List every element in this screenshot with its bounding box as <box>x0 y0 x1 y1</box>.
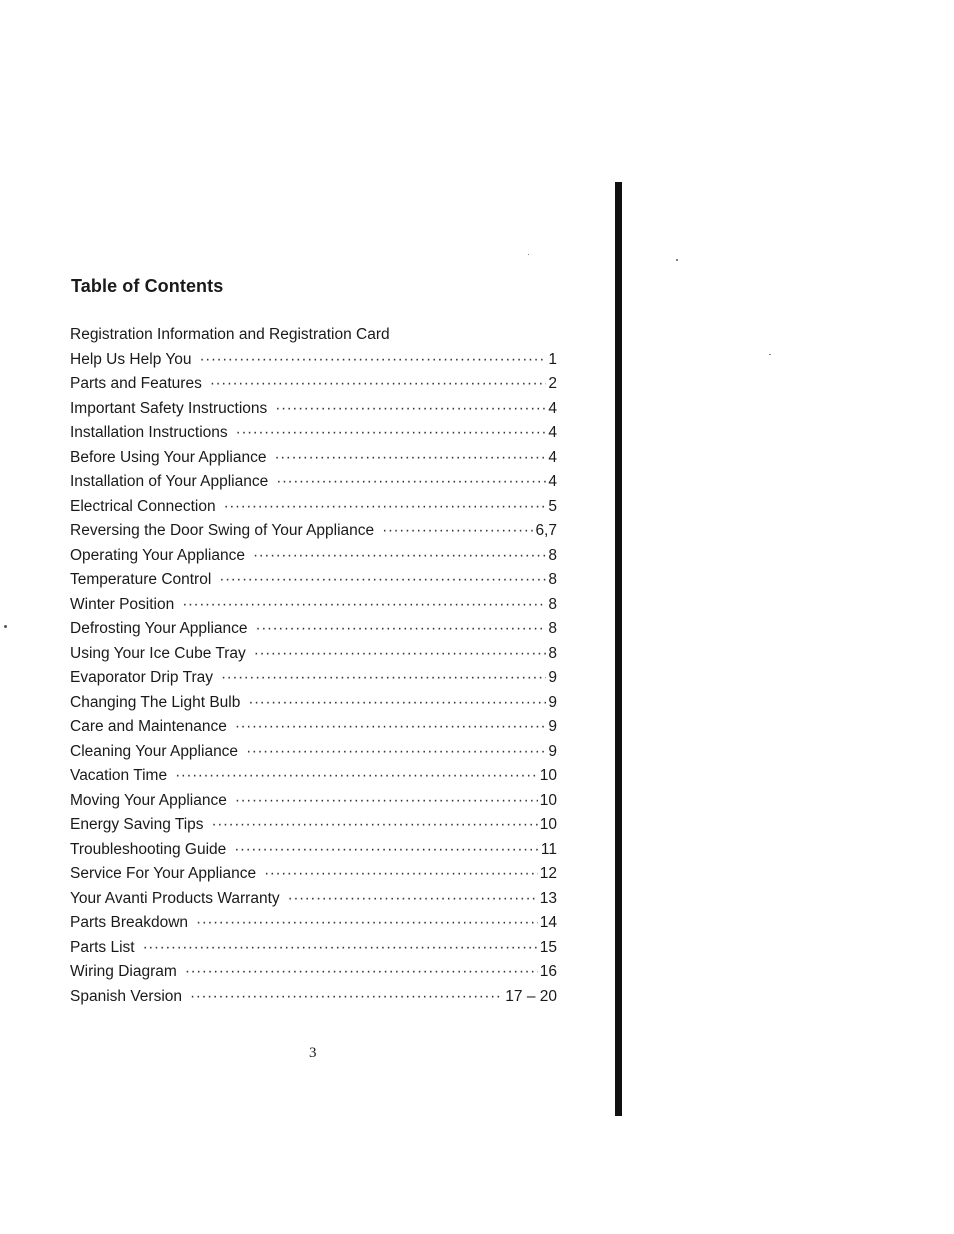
toc-entry <box>70 326 557 351</box>
dot-leader <box>221 669 546 687</box>
toc-entry-page: 9 <box>548 693 557 711</box>
dot-leader <box>288 890 538 908</box>
toc-entry <box>70 449 557 474</box>
page-title: Table of Contents <box>71 276 224 296</box>
toc-entry <box>70 988 557 1013</box>
toc-entry-label: Winter Position <box>70 595 175 613</box>
toc-entry <box>70 939 557 964</box>
toc-entry-label: Parts List <box>70 938 135 956</box>
toc-entry-page: 2 <box>548 375 557 392</box>
toc-entry <box>70 400 557 425</box>
toc-entry <box>70 424 557 449</box>
toc-entry-label: Help Us Help You <box>70 350 192 368</box>
toc-entry-label: Moving Your Appliance <box>70 791 227 809</box>
toc-entry-page: 8 <box>548 644 557 662</box>
toc-entry <box>70 841 557 866</box>
toc-entry <box>70 865 557 890</box>
toc-entry-label: Changing The Light Bulb <box>70 693 241 711</box>
page-number: 3 <box>309 1045 317 1061</box>
toc-entry-page: 4 <box>548 399 557 417</box>
dot-leader <box>212 816 538 834</box>
toc-entry-label: Energy Saving Tips <box>70 816 204 833</box>
toc-entry <box>70 547 557 572</box>
dot-leader <box>185 963 538 981</box>
toc-entry-label: Vacation Time <box>70 767 168 784</box>
dot-leader <box>276 473 546 491</box>
toc-entry-page: 13 <box>539 889 557 907</box>
dot-leader <box>175 767 538 785</box>
dot-leader <box>236 424 547 442</box>
toc-entry <box>70 522 557 547</box>
toc-entry <box>70 816 557 841</box>
toc-entry <box>70 645 557 670</box>
toc-entry <box>70 498 557 523</box>
scan-speck <box>769 354 771 355</box>
toc-entry-label: Before Using Your Appliance <box>70 448 267 466</box>
toc-entry-label: Important Safety Instructions <box>70 399 268 417</box>
toc-entry <box>70 694 557 719</box>
toc-entry-page: 8 <box>548 546 557 564</box>
toc-entry-page: 9 <box>548 669 557 686</box>
toc-entry-label: Reversing the Door Swing of Your Appliance <box>70 522 375 539</box>
dot-leader <box>224 498 547 516</box>
toc-entry-label: Installation Instructions <box>70 424 228 441</box>
toc-entry <box>70 963 557 988</box>
toc-entry-page: 8 <box>548 571 557 588</box>
toc-entry-label: Operating Your Appliance <box>70 546 245 564</box>
toc-entry-label: Troubleshooting Guide <box>70 840 227 858</box>
toc-entry <box>70 890 557 915</box>
binding-edge-bar <box>615 182 622 1116</box>
toc-entry-page: 4 <box>548 473 557 490</box>
toc-entry <box>70 351 557 376</box>
scan-speck <box>4 625 7 628</box>
toc-entry-page: 12 <box>539 865 557 882</box>
dot-leader <box>182 596 546 614</box>
dot-leader <box>275 400 546 418</box>
toc-entry <box>70 669 557 694</box>
dot-leader <box>210 375 547 393</box>
toc-entry-page: 9 <box>548 718 557 735</box>
toc-entry-label: Parts Breakdown <box>70 914 189 931</box>
toc-entry-page: 11 <box>540 840 557 858</box>
toc-entry-page: 17 – 20 <box>505 987 557 1005</box>
toc-entry-label: Defrosting Your Appliance <box>70 620 248 637</box>
toc-entry-page: 8 <box>548 595 557 613</box>
toc-entry-page: 10 <box>539 791 557 809</box>
toc-entry-page: 6,7 <box>535 522 557 539</box>
toc-entry-page: 15 <box>539 938 557 956</box>
dot-leader <box>253 547 546 565</box>
scan-speck <box>528 254 529 255</box>
dot-leader <box>143 939 538 957</box>
toc-entry-label: Evaporator Drip Tray <box>70 669 213 686</box>
toc-entry-label: Registration Information and Registration Card <box>70 326 390 343</box>
toc-list <box>70 326 557 1012</box>
toc-entry-label: Using Your Ice Cube Tray <box>70 644 246 662</box>
dot-leader <box>234 841 539 859</box>
toc-entry-page: 5 <box>548 497 557 515</box>
dot-leader <box>254 645 547 663</box>
toc-entry-page: 14 <box>539 914 557 931</box>
toc-entry-label: Spanish Version <box>70 987 183 1005</box>
toc-entry-label: Electrical Connection <box>70 497 216 515</box>
toc-entry <box>70 571 557 596</box>
dot-leader <box>235 792 538 810</box>
toc-entry-page: 1 <box>548 350 557 368</box>
toc-entry <box>70 718 557 743</box>
dot-leader <box>264 865 538 883</box>
toc-entry-label: Cleaning Your Appliance <box>70 742 239 760</box>
dot-leader <box>248 694 546 712</box>
toc-entry-label: Service For Your Appliance <box>70 865 257 882</box>
dot-leader <box>246 743 546 761</box>
toc-entry <box>70 792 557 817</box>
toc-entry-label: Your Avanti Products Warranty <box>70 889 280 907</box>
toc-entry <box>70 596 557 621</box>
toc-entry-label: Care and Maintenance <box>70 718 227 735</box>
dot-leader <box>256 620 547 638</box>
toc-entry-page: 9 <box>548 742 557 760</box>
toc-entry-label: Wiring Diagram <box>70 963 177 980</box>
toc-entry <box>70 375 557 400</box>
dot-leader <box>235 718 547 736</box>
toc-entry-label: Parts and Features <box>70 375 202 392</box>
toc-entry-page: 8 <box>548 620 557 637</box>
toc-entry <box>70 914 557 939</box>
toc-entry <box>70 473 557 498</box>
dot-leader <box>190 988 503 1006</box>
dot-leader <box>382 522 533 540</box>
scan-speck <box>676 259 678 261</box>
dot-leader <box>219 571 546 589</box>
dot-leader <box>196 914 538 932</box>
toc-entry-page: 4 <box>548 424 557 441</box>
toc-entry <box>70 767 557 792</box>
toc-entry <box>70 743 557 768</box>
toc-entry-page: 10 <box>539 767 557 784</box>
toc-entry-page: 10 <box>539 816 557 833</box>
toc-entry-label: Installation of Your Appliance <box>70 473 269 490</box>
dot-leader <box>200 351 547 369</box>
dot-leader <box>274 449 546 467</box>
toc-entry-label: Temperature Control <box>70 571 212 588</box>
toc-entry-page: 16 <box>539 963 557 980</box>
toc-entry-page: 4 <box>548 448 557 466</box>
toc-entry <box>70 620 557 645</box>
